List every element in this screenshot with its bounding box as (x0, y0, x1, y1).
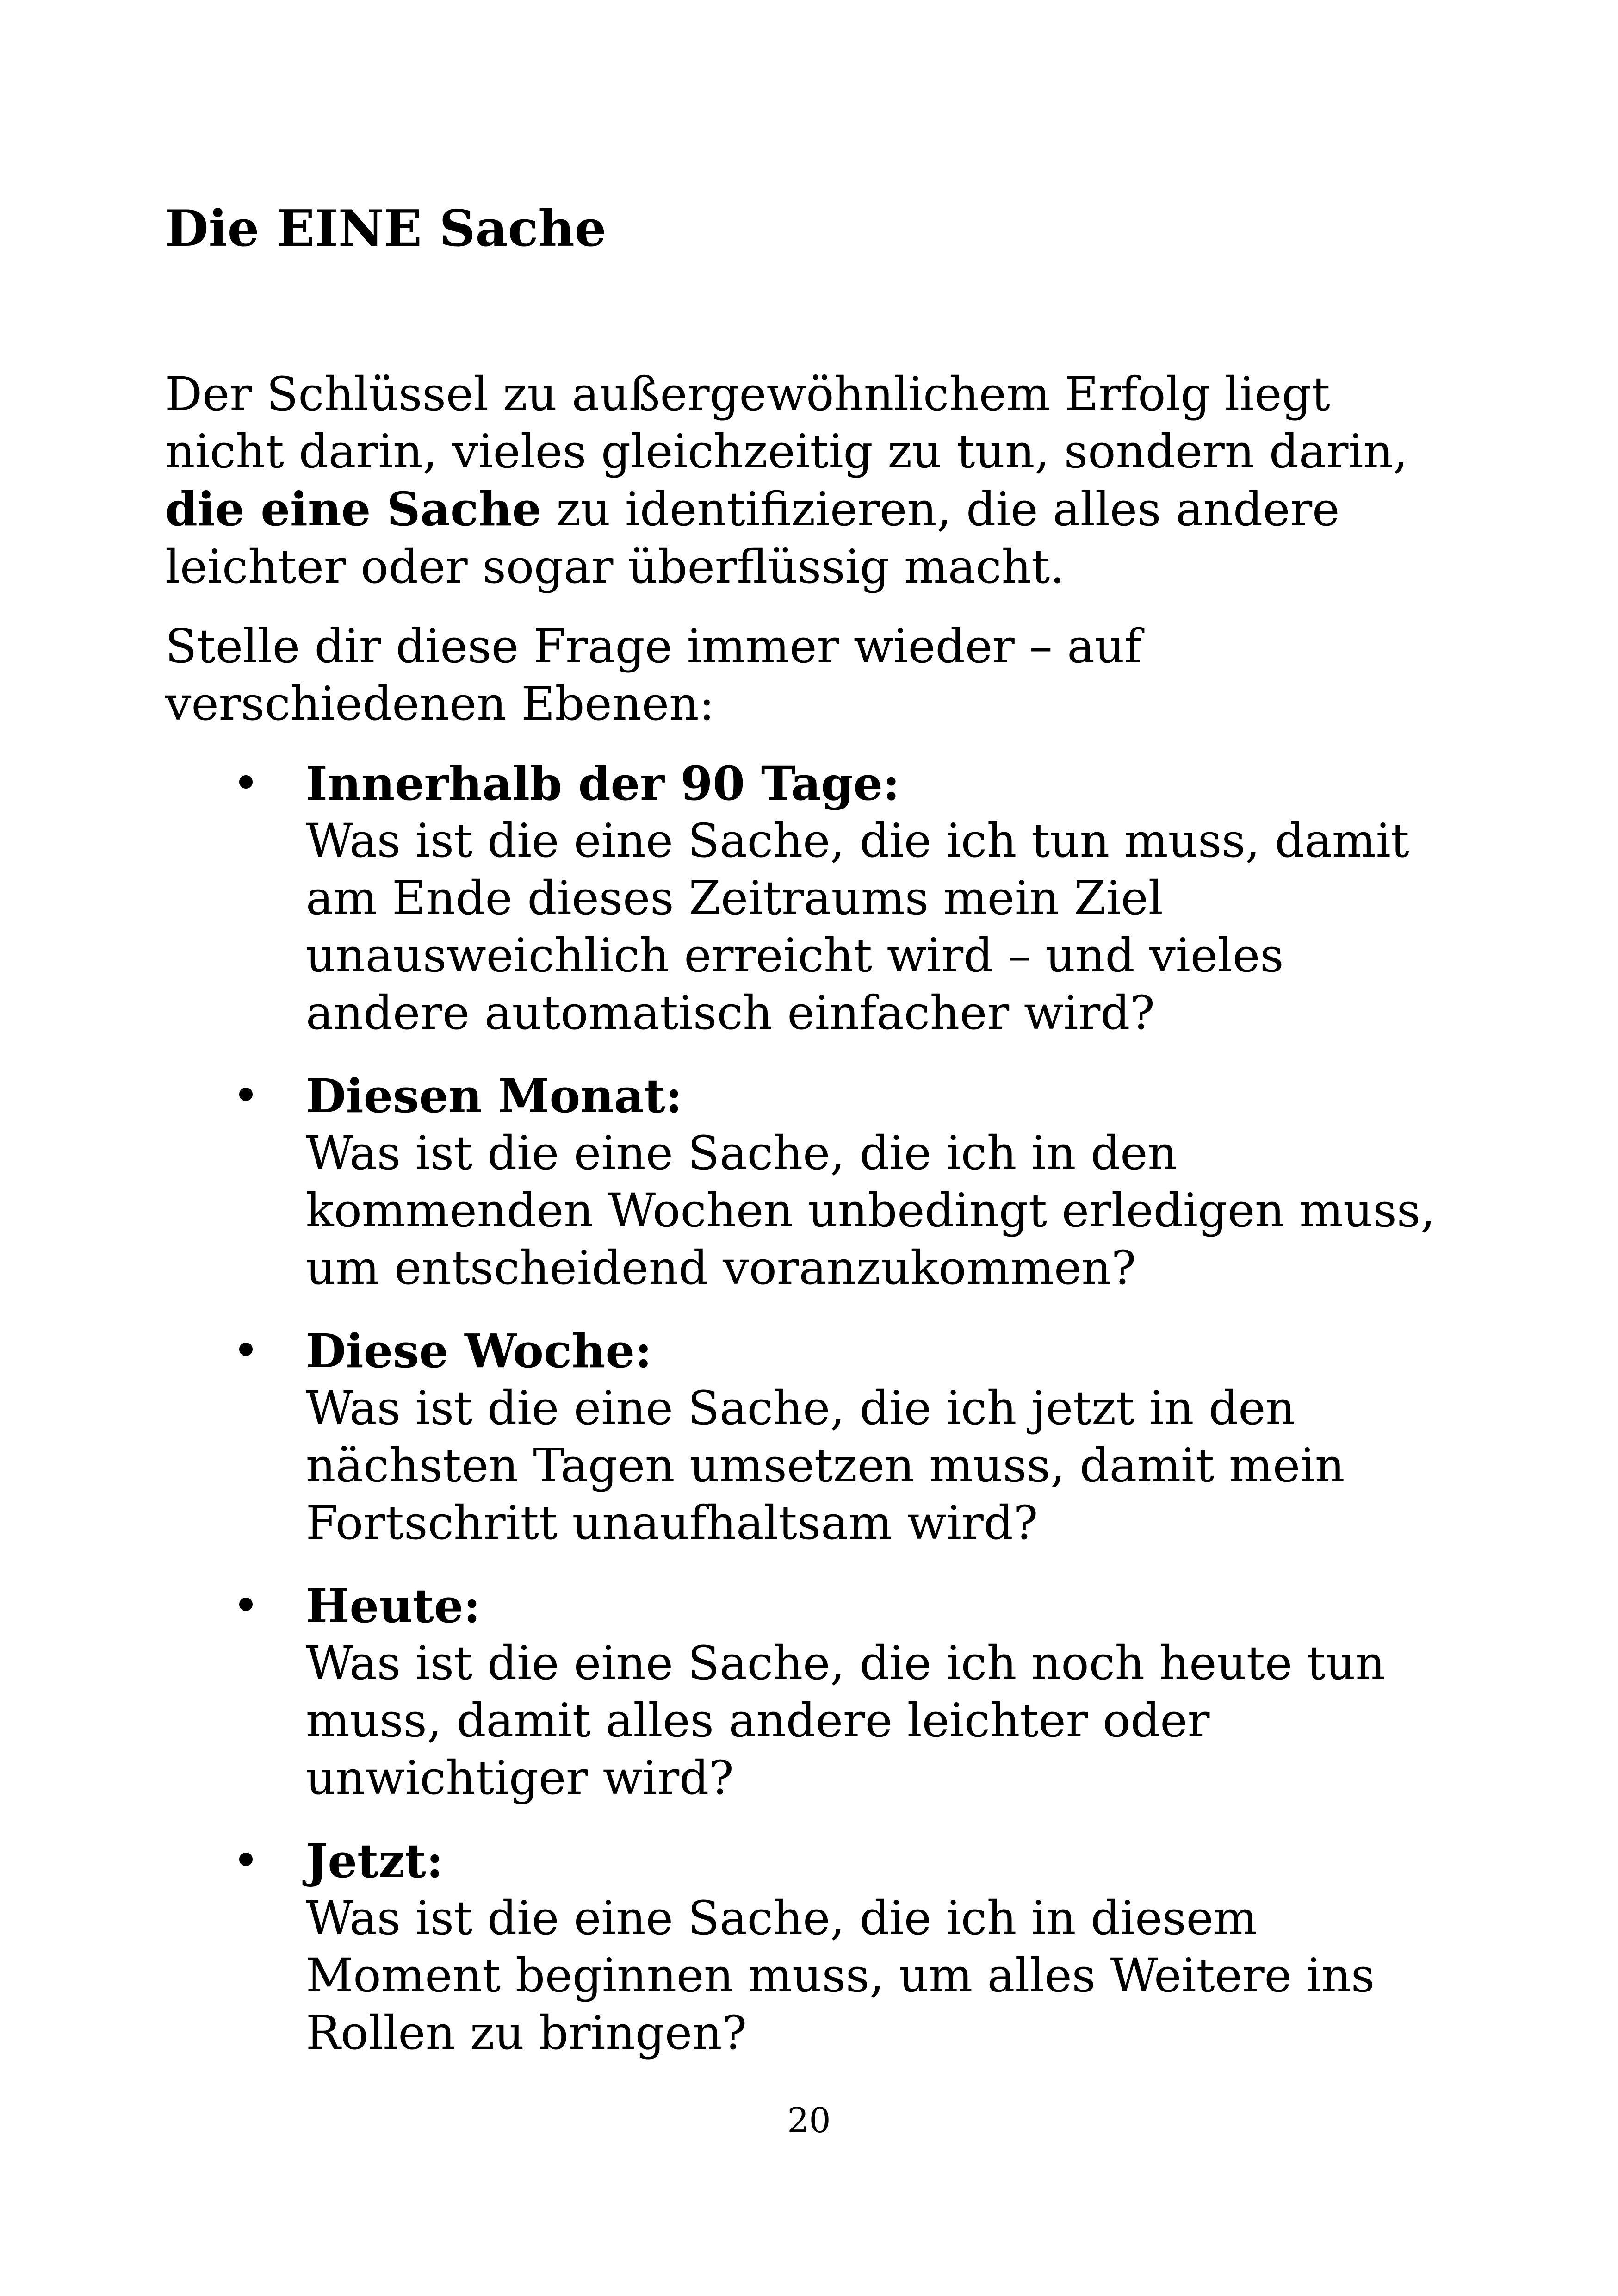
intro-paragraph (165, 366, 1442, 596)
list-item-question: Was ist die eine Sache, die ich noch heute tun muss, damit alles andere leichter oder unwichtiger wird? (306, 1636, 1385, 1805)
list-item (165, 755, 1442, 1042)
list-item-title: Innerhalb der 90 Tage: (306, 756, 900, 811)
page-number: 20 (787, 2101, 831, 2140)
bullet-icon: • (232, 1579, 260, 1633)
question-list (165, 755, 1442, 2062)
page-heading: Die EINE Sache (165, 199, 607, 258)
intro-text-after: zu identifizieren, die alles andere leichter oder sogar überflüssig macht. (165, 482, 1340, 594)
intro-emphasis: die eine Sache (165, 482, 542, 536)
bullet-icon: • (232, 756, 260, 810)
list-item-question: Was ist die eine Sache, die ich tun muss, damit am Ende dieses Zeitraums mein Ziel unausweichlich erreicht wird – und vieles andere automatisch einfacher wird? (306, 814, 1409, 1040)
list-item (165, 1577, 1442, 1807)
list-item-title: Diesen Monat: (306, 1069, 682, 1123)
list-item-title: Diese Woche: (306, 1324, 652, 1378)
list-item (165, 1067, 1442, 1297)
list-item-title: Heute: (306, 1579, 481, 1633)
list-item-question: Was ist die eine Sache, die ich in den kommenden Wochen unbedingt erledigen muss, um entscheidend voranzukommen? (306, 1126, 1435, 1295)
list-item (165, 1322, 1442, 1552)
body-text (165, 366, 1442, 2087)
bullet-icon: • (232, 1324, 260, 1378)
bullet-icon: • (232, 1834, 260, 1888)
bullet-icon: • (232, 1069, 260, 1123)
list-item-question: Was ist die eine Sache, die ich jetzt in den nächsten Tagen umsetzen muss, damit mein Fortschritt unaufhaltsam wird? (306, 1381, 1345, 1550)
intro-text-before: Der Schlüssel zu außergewöhnlichem Erfolg liegt nicht darin, vieles gleichzeitig zu tun, sondern darin, (165, 367, 1408, 479)
list-item-title: Jetzt: (306, 1834, 444, 1888)
list-item (165, 1832, 1442, 2062)
list-item-question: Was ist die eine Sache, die ich in diesem Moment beginnen muss, um alles Weitere ins Rollen zu bringen? (306, 1891, 1375, 2060)
prompt-paragraph: Stelle dir diese Frage immer wieder – auf verschiedenen Ebenen: (165, 619, 1142, 731)
